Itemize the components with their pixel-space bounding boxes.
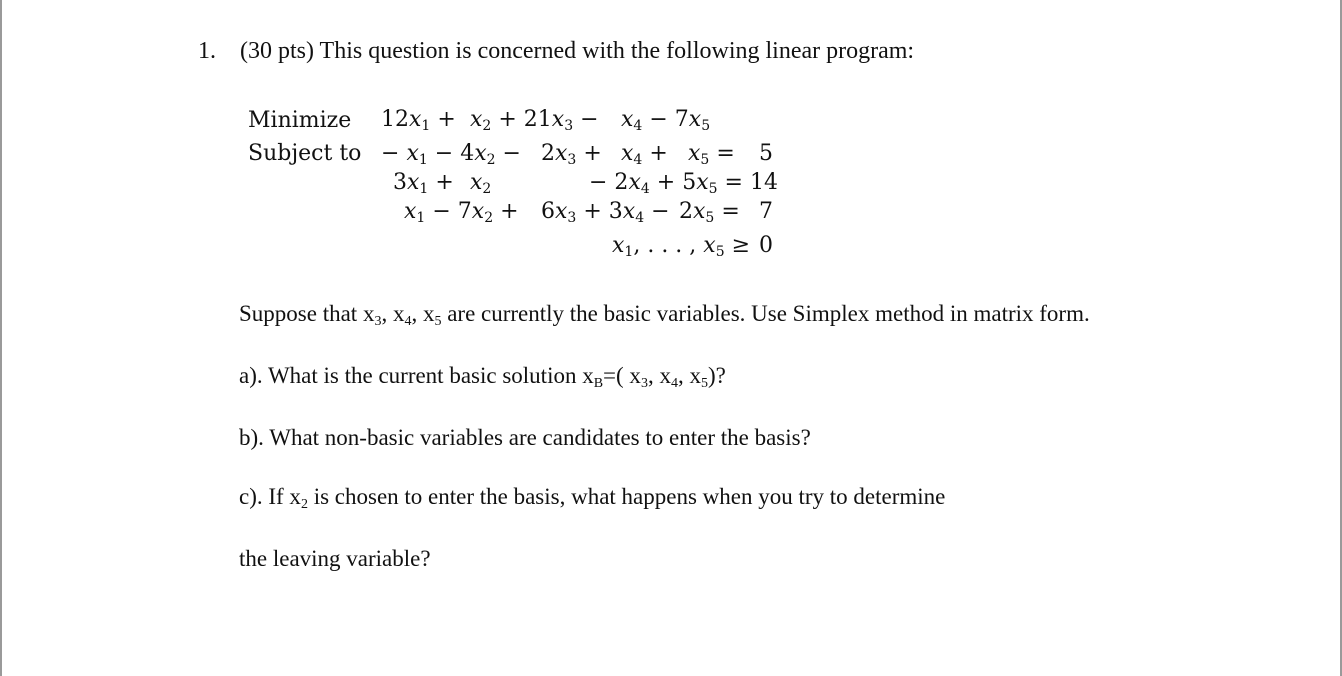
question-header: (30 pts) This question is concerned with the following linear program:	[240, 38, 915, 64]
part-a: a). What is the current basic solution $x_B=$( $x_3$, $x_4$, $x_5$)?	[239, 363, 726, 391]
question-number: 1.	[198, 38, 216, 64]
part-b: b). What non-basic variables are candidates to enter the basis?	[239, 425, 811, 450]
subject-to-label: Subject to	[248, 141, 362, 166]
intro-text	[0, 0, 1, 1]
page-border-left	[0, 0, 2, 676]
minimize-label: Minimize	[248, 108, 352, 133]
part-c-line1: c). If $x_2$ is chosen to enter the basis, what happens when you try to determine	[239, 484, 946, 512]
intro-paragraph: Suppose that $x_3$, $x_4$, $x_5$ are currently the basic variables. Use Simplex method in matrix form.	[239, 301, 1090, 329]
part-c-line2: the leaving variable?	[239, 546, 431, 571]
